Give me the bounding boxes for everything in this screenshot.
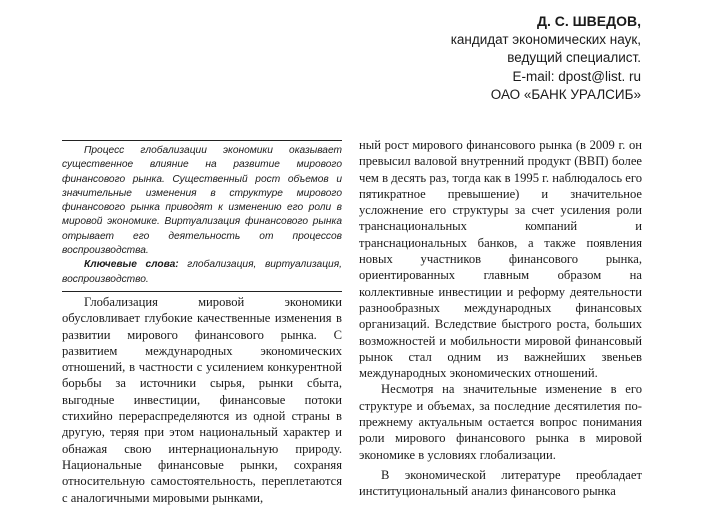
left-paragraph-1: Глобализация мировой экономики обусловливает глубокие качественные изменения в развитии мирового финансового рынка. С развитием международных экономических отношений, в частности с усилением конкурентной борьбы за источники сырья, рынки сбыта, выгодные инвестиции, финансовые потоки стихийно перераспределяются из одной страны в другую, теряя при этом национальный характер и обнажая свою интернациональную природу. Национальные финансовые рынки, сохраняя относительную самостоятельность, переплетаются с аналогичными мировыми рынками, [62, 295, 342, 505]
author-organization: ОАО «БАНК УРАЛСИБ» [490, 87, 641, 102]
keywords-line [62, 258, 342, 287]
right-column [359, 137, 642, 500]
author-name: Д. С. ШВЕДОВ, [536, 13, 641, 29]
left-column [62, 294, 342, 506]
right-paragraph-3: В экономической литературе преобладает институциональный анализ финансового рынка [359, 467, 642, 499]
author-email: E-mail: dpost@list. ru [512, 68, 641, 84]
right-continuation: ный рост мирового финансового рынка (в 2009 г. он превысил валовой внутренний продукт (ВВП) более чем в десять раз, тогда как в 1995 г. наблюдалось его пятикратное превышение) и значительное усложнение его структуры за счет усиления роли транснациональных компаний и транснациональных банков, а также появления новых участников финансового рынка, ориентированных главным образом на коллективные инвестиции и реформу деятельности разнообразных международных финансовых организаций. Вследствие быстрого роста, больших возможностей и мобильности мировой финансовый рынок стал одним из важнейших звеньев международных экономических отношений. [359, 138, 642, 381]
keywords-text: глобализация, виртуализация, воспроизводство. [62, 259, 342, 285]
keywords-label: Ключевые слова: [84, 259, 179, 271]
author-degree: кандидат экономических наук, [450, 31, 641, 47]
abstract-block [62, 140, 342, 292]
abstract-text: Процесс глобализации экономики оказывает существенное влияние на развитие мирового финансового рынка. Существенный рост объемов и значительные изменения в структуре мирового финансового рынка приводят к изменению его роли в мировой экономике. Виртуализация финансового рынка отрывает его деятельность от процессов воспроизводства. [62, 145, 342, 257]
author-block [301, 12, 641, 105]
author-position: ведущий специалист. [507, 50, 641, 65]
right-paragraph-2: Несмотря на значительные изменение в его структуре и объемах, за последние десятилетия по-прежнему актуальным остается вопрос понимания роли мирового финансового рынка в мировой экономике в условиях глобализации. [359, 382, 642, 462]
